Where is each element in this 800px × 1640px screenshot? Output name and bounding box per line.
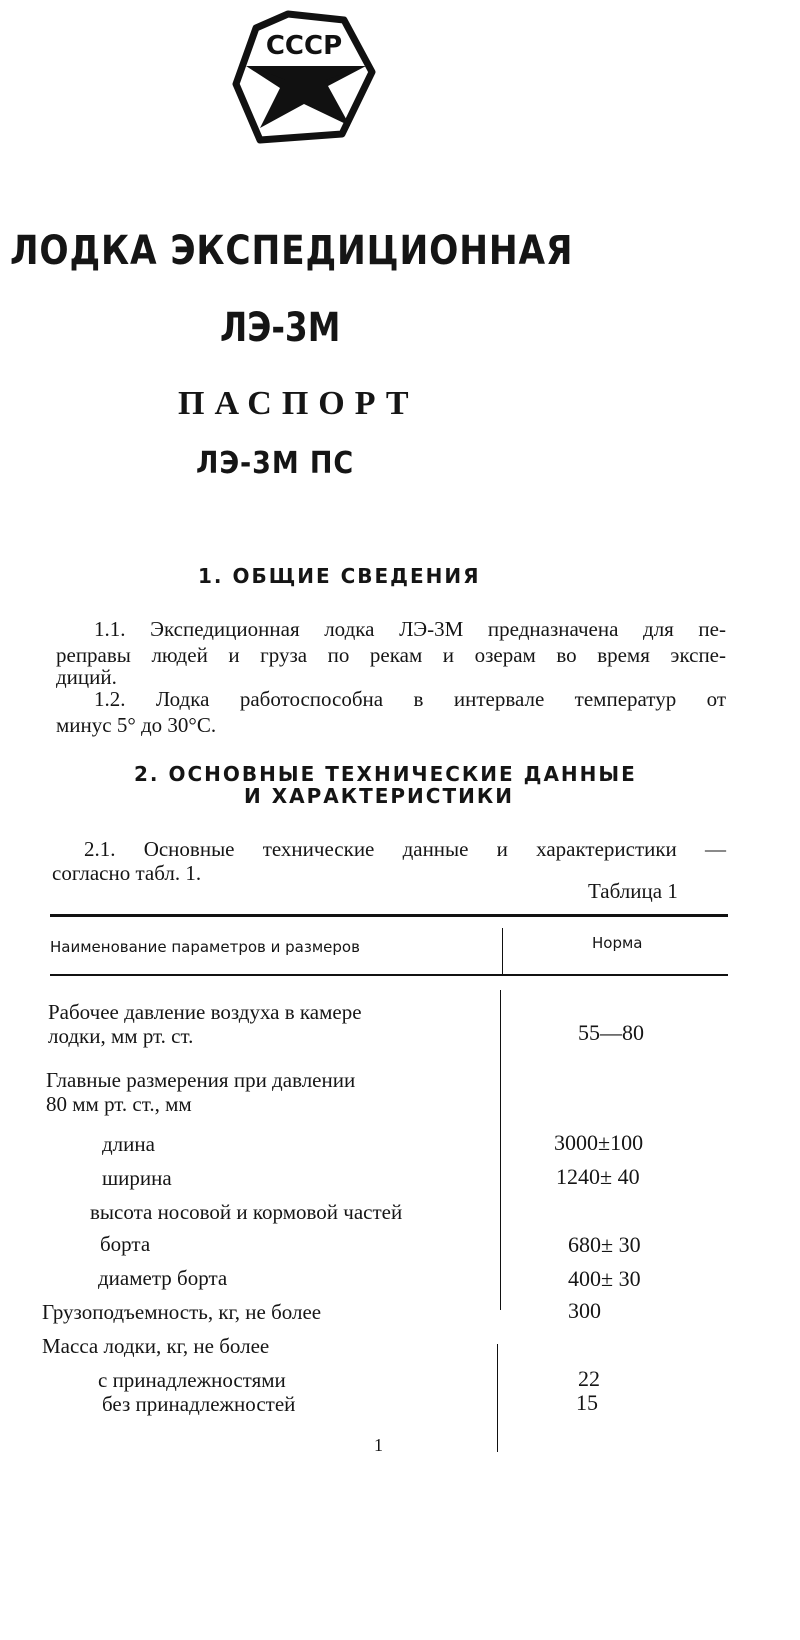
section-2-line-1: 2.1. Основные технические данные и характеристики — [84,837,726,861]
table-row-2-value: 3000±100 [554,1130,644,1155]
section-1-line-4: 1.2. Лодка работоспособна в интервале температур от [94,687,726,711]
table-caption: Таблица 1 [588,879,678,903]
document-type: ПАСПОРТ [178,385,419,422]
table-row-5-name: борта [100,1232,151,1256]
section-2-line-2: согласно табл. 1. [52,861,202,885]
table-row-4-name: высота носовой и кормовой частей [90,1200,403,1224]
title-line1: ЛОДКА ЭКСПЕДИЦИОННАЯ [10,228,574,274]
title-line2: ЛЭ-3М [220,305,341,351]
table-row-8-name: Масса лодки, кг, не более [42,1334,270,1358]
section-1-line-1: 1.1. Экспедиционная лодка ЛЭ-3М предназначена для пе- [94,617,726,641]
quality-mark-logo [230,8,380,150]
table-row-3-name: ширина [102,1166,172,1190]
table-row-6-name: диаметр борта [98,1266,228,1290]
table-row-7-value: 300 [568,1298,601,1323]
table-header-rule [50,974,728,976]
document-code: ЛЭ-3М ПС [196,446,355,481]
table-header-parameter: Наименование параметров и размеров [50,938,360,956]
section-2-heading-line1: 2. ОСНОВНЫЕ ТЕХНИЧЕСКИЕ ДАННЫЕ [134,762,637,786]
section-1-line-2: реправы людей и груза по рекам и озерам во время экспе- [56,643,726,667]
table-row-3-value: 1240± 40 [556,1164,640,1189]
section-1-line-3: диций. [56,665,117,689]
table-row-0-name2: лодки, мм рт. ст. [48,1024,194,1048]
table-row-7-name: Грузоподъемность, кг, не более [42,1300,322,1324]
table-row-1-name: Главные размерения при давлении [46,1068,356,1092]
table-body-divider-upper [500,990,501,1310]
table-header-divider [502,928,503,974]
table-top-rule [50,914,728,917]
table-row-0-name: Рабочее давление воздуха в камере [48,1000,362,1024]
table-row-9-name: с принадлежностями [98,1368,286,1392]
table-row-1-name2: 80 мм рт. ст., мм [46,1092,192,1116]
section-1-line-5: минус 5° до 30°С. [56,713,217,737]
table-body-divider-lower [497,1344,498,1452]
table-row-6-value: 400± 30 [568,1266,641,1291]
table-row-5-value: 680± 30 [568,1232,641,1257]
page-number: 1 [374,1435,383,1455]
table-header-norm: Норма [592,934,643,952]
section-1-heading: 1. ОБЩИЕ СВЕДЕНИЯ [198,564,481,588]
table-row-2-name: длина [102,1132,155,1156]
table-row-0-value: 55—80 [578,1020,644,1045]
logo-text: СССР [265,31,343,61]
section-2-heading-line2: И ХАРАКТЕРИСТИКИ [244,784,514,808]
table-row-10-value: 15 [576,1390,598,1415]
table-row-9-value: 22 [578,1366,600,1391]
table-row-10-name: без принадлежностей [102,1392,296,1416]
